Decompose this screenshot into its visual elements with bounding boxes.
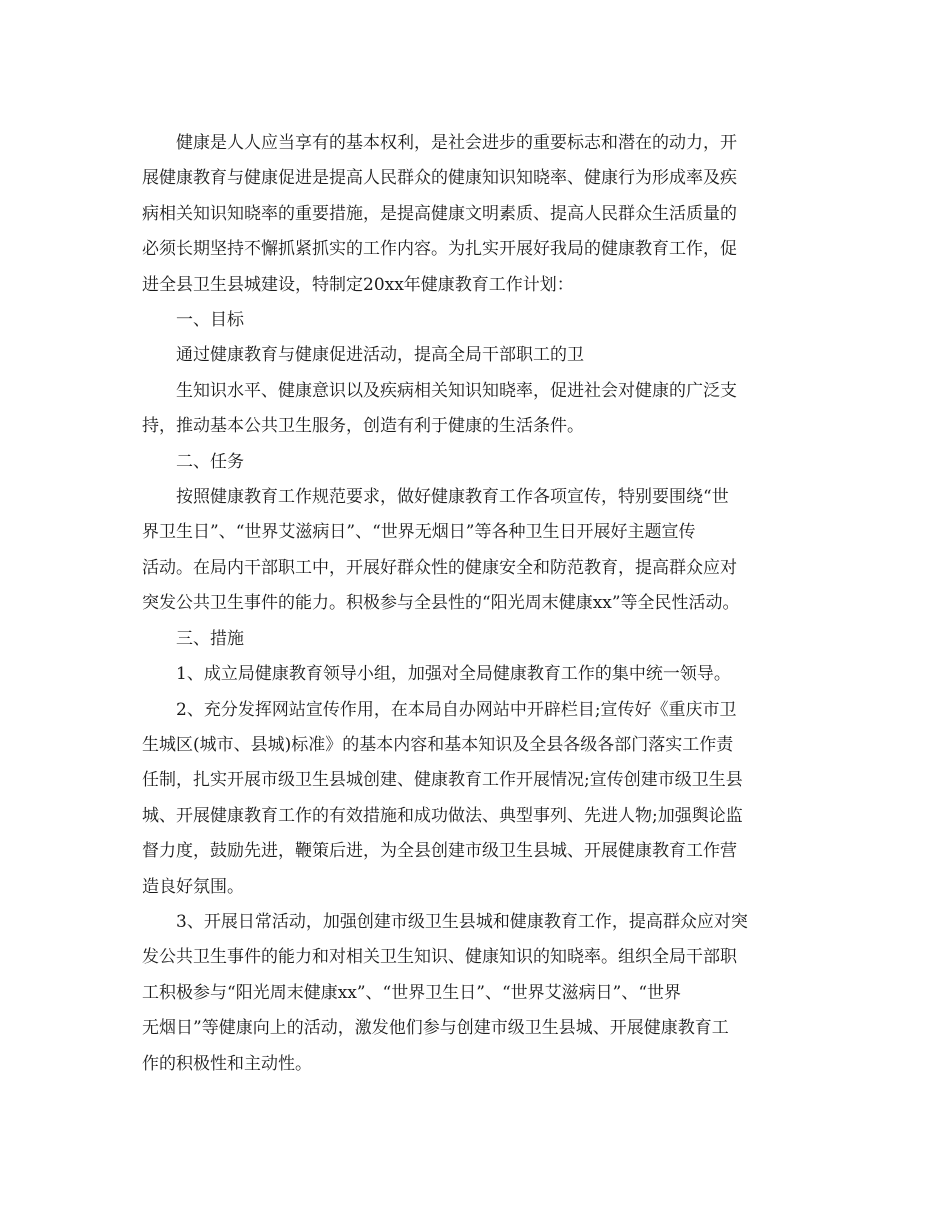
text-line: 任制，扎实开展市级卫生县城创建、健康教育工作开展情况;宣传创建市级卫生县 [142, 770, 743, 791]
paragraph-measure-1 [142, 657, 802, 692]
text-line: 造良好氛围。 [142, 876, 244, 897]
heading-text: 三、措施 [176, 628, 244, 649]
text-line: 进全县卫生县城建设，特制定20xx年健康教育工作计划： [142, 274, 574, 295]
heading-text: 二、任务 [176, 451, 244, 472]
text-line: 持，推动基本公共卫生服务，创造有利于健康的生活条件。 [142, 416, 584, 437]
paragraph-goal-b [142, 374, 802, 445]
text-line: 按照健康教育工作规范要求，做好健康教育工作各项宣传，特别要围绕“世 [176, 487, 729, 508]
text-line: 工积极参与“阳光周末健康xx”、“世界卫生日”、“世界艾滋病日”、“世界 [142, 982, 682, 1003]
text-line: 突发公共卫生事件的能力。积极参与全县性的“阳光周末健康xx”等全民性活动。 [142, 593, 740, 614]
text-line: 城、开展健康教育工作的有效措施和成功做法、典型事列、先进人物;加强舆论监 [142, 805, 743, 826]
text-line: 通过健康教育与健康促进活动，提高全局干部职工的卫 [176, 345, 584, 366]
text-line: 2、充分发挥网站宣传作用，在本局自办网站中开辟栏目;宣传好《重庆市卫 [176, 699, 737, 720]
text-line: 生知识水平、健康意识以及疾病相关知识知晓率，促进社会对健康的广泛支 [176, 380, 737, 401]
paragraph-measure-2 [142, 693, 802, 905]
heading-text: 一、目标 [176, 310, 244, 331]
text-line: 必须长期坚持不懈抓紧抓实的工作内容。为扎实开展好我局的健康教育工作，促 [142, 239, 737, 260]
text-line: 发公共卫生事件的能力和对相关卫生知识、健康知识的知晓率。组织全局干部职 [142, 947, 737, 968]
text-line: 无烟日”等健康向上的活动，激发他们参与创建市级卫生县城、开展健康教育工 [142, 1018, 729, 1039]
text-line: 督力度，鼓励先进，鞭策后进，为全县创建市级卫生县城、开展健康教育工作营 [142, 841, 737, 862]
text-line: 生城区(城市、县城)标准》的基本内容和基本知识及全县各级各部门落实工作责 [142, 734, 734, 755]
section-heading-task [142, 445, 802, 480]
text-line: 展健康教育与健康促进是提高人民群众的健康知识知晓率、健康行为形成率及疾 [142, 168, 737, 189]
text-line: 3、开展日常活动，加强创建市级卫生县城和健康教育工作，提高群众应对突 [176, 911, 748, 932]
text-line: 健康是人人应当享有的基本权利，是社会进步的重要标志和潜在的动力，开 [176, 133, 737, 153]
paragraph-goal-a [142, 338, 802, 373]
text-line: 界卫生日”、“世界艾滋病日”、“世界无烟日”等各种卫生日开展好主题宣传 [142, 522, 696, 543]
text-line: 1、成立局健康教育领导小组，加强对全局健康教育工作的集中统一领导。 [176, 664, 731, 685]
text-line: 活动。在局内干部职工中，开展好群众性的健康安全和防范教育，提高群众应对 [142, 557, 737, 578]
paragraph-task [142, 480, 802, 622]
text-line: 作的积极性和主动性。 [142, 1053, 312, 1074]
document-body [142, 126, 802, 1082]
paragraph-measure-3 [142, 905, 802, 1082]
paragraph-intro [142, 126, 802, 303]
section-heading-measure [142, 622, 802, 657]
section-heading-goal [142, 303, 802, 338]
text-line: 病相关知识知晓率的重要措施，是提高健康文明素质、提高人民群众生活质量的 [142, 203, 737, 224]
